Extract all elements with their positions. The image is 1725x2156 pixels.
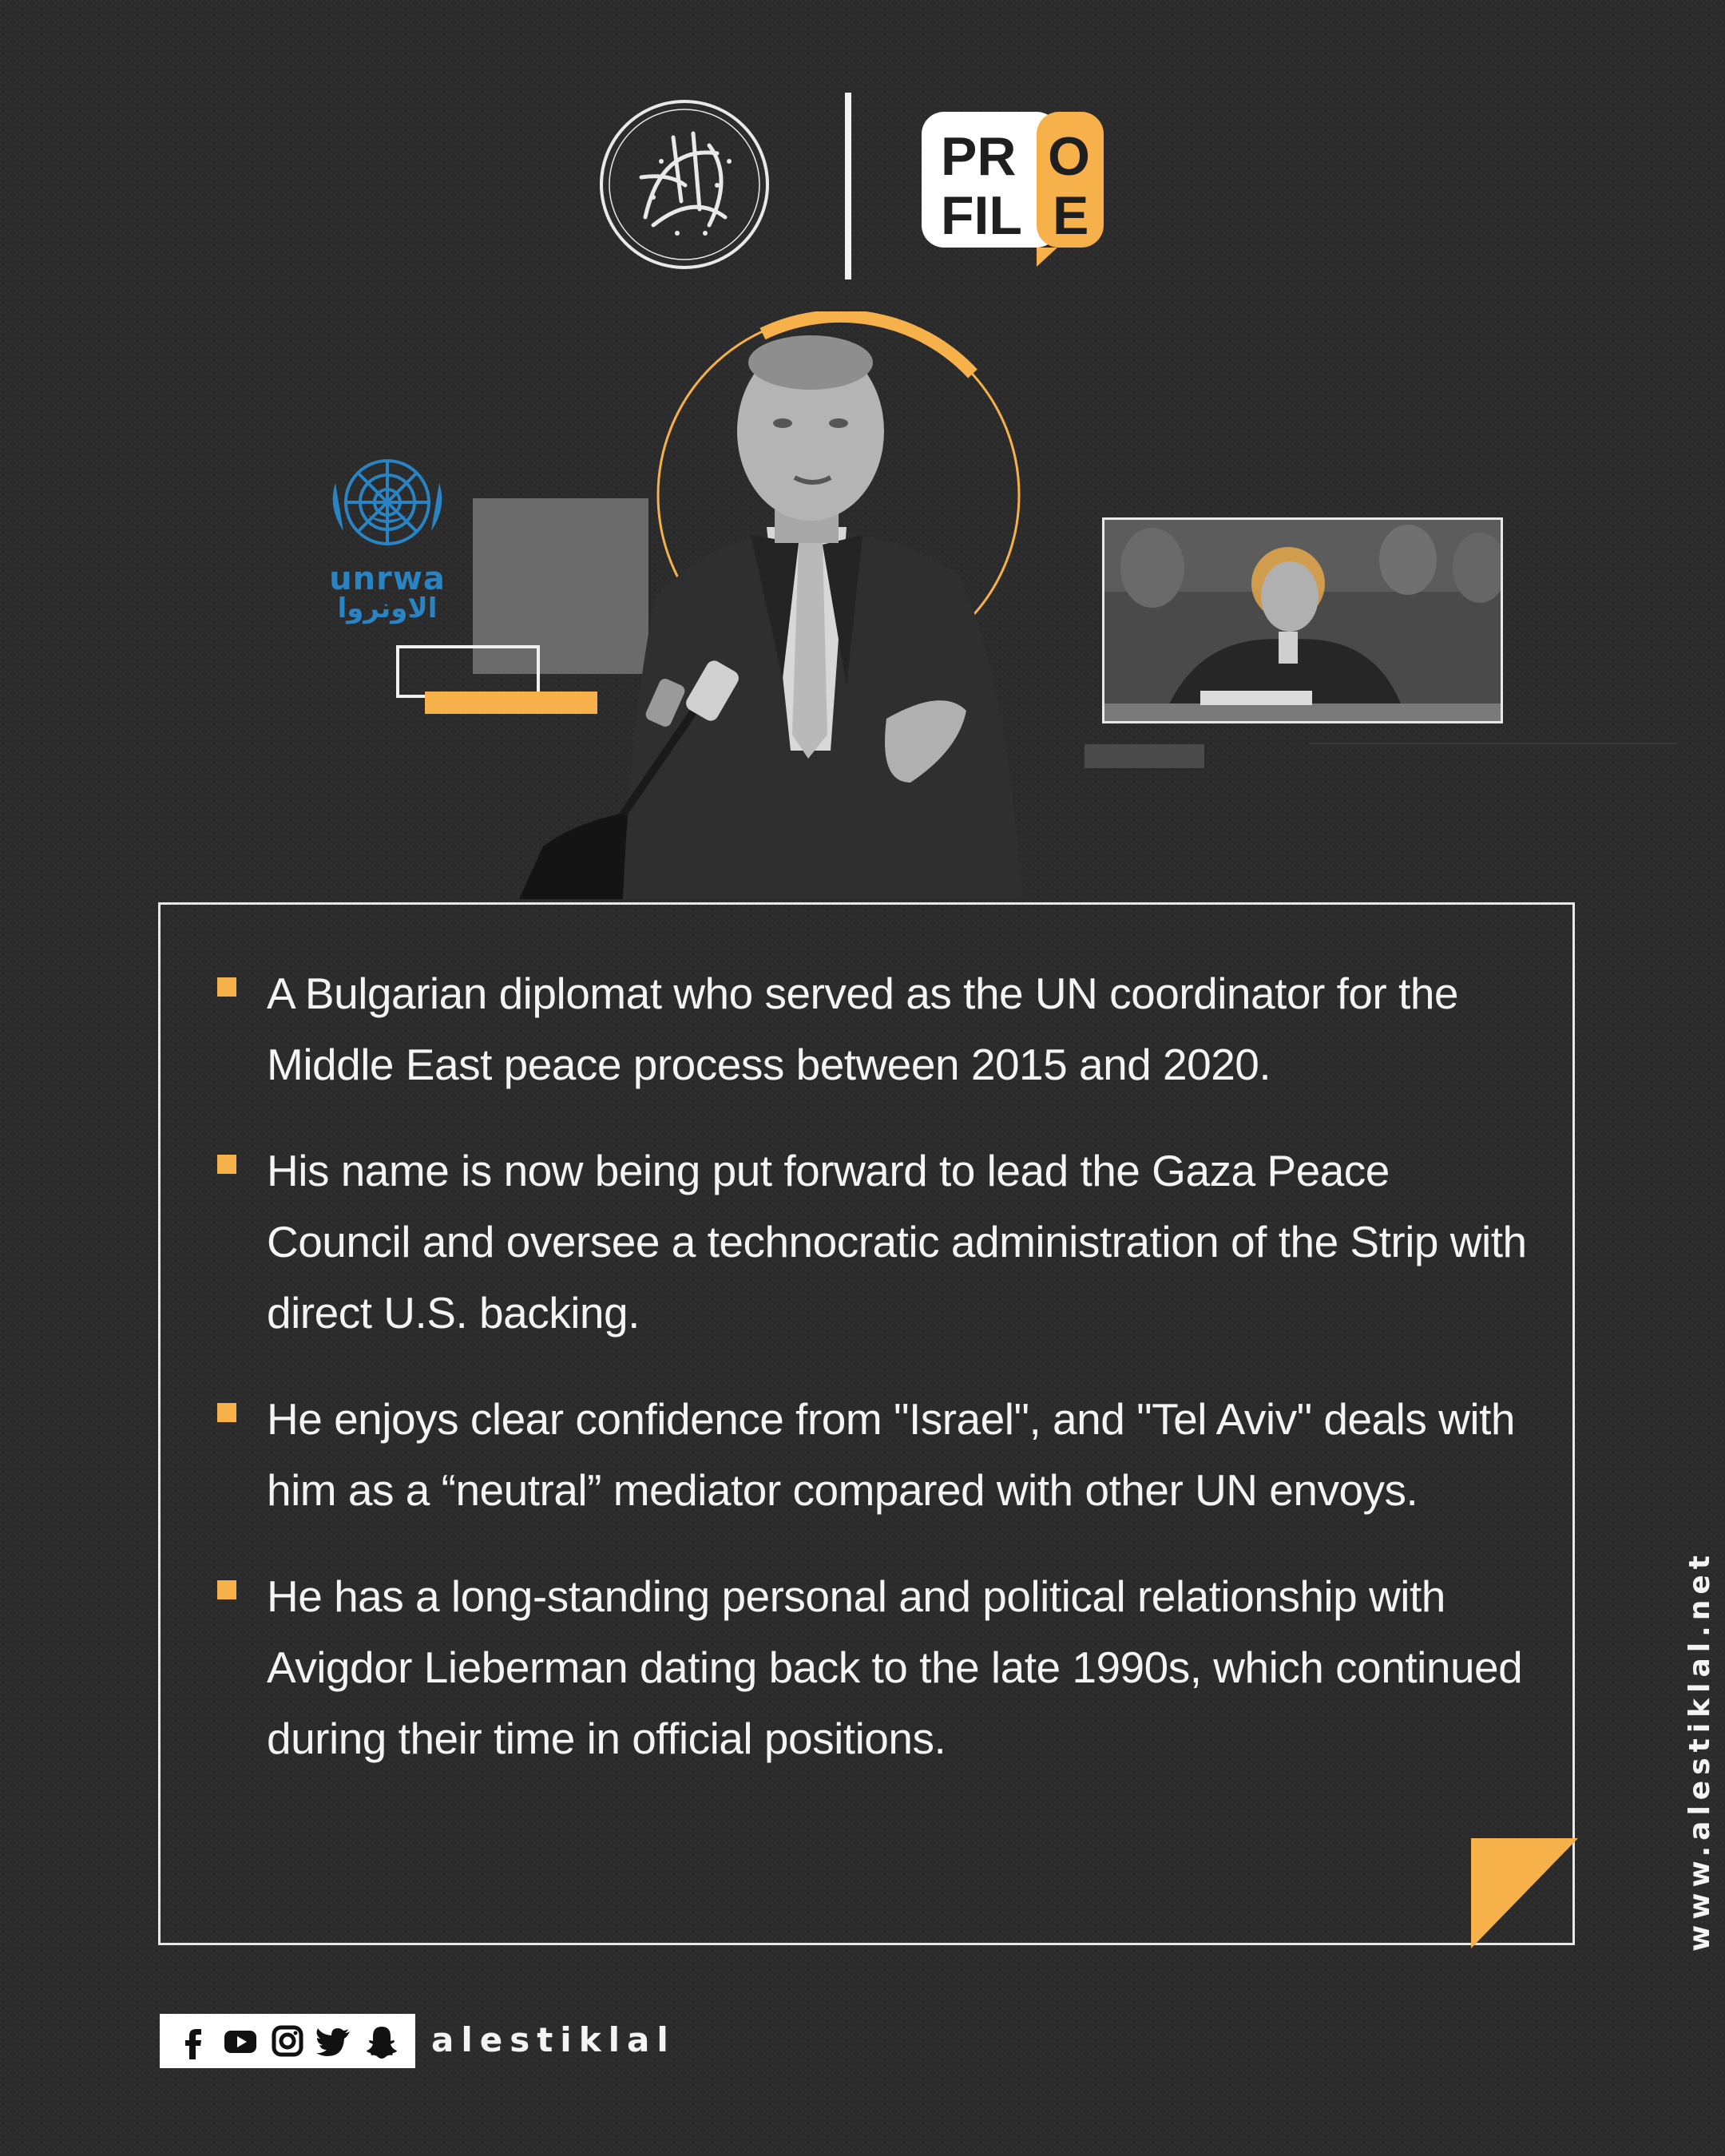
un-meeting-photo-graphic: [1104, 520, 1503, 723]
bullet-square-icon: [217, 1580, 236, 1599]
profile-text-e: E: [1053, 185, 1089, 246]
decor-grey-bar: [1085, 744, 1204, 768]
bullet-item: [216, 1135, 1541, 1349]
facebook-icon[interactable]: [175, 2023, 212, 2059]
bullet-item: [216, 1561, 1541, 1774]
bullet-square-icon: [217, 977, 236, 997]
un-meeting-photo: [1102, 517, 1503, 723]
bullet-item: [216, 1384, 1541, 1526]
unrwa-label-en: unrwa: [329, 561, 446, 597]
social-icons-bar: [160, 2014, 415, 2068]
profile-text-fil: FIL: [941, 185, 1022, 246]
youtube-icon[interactable]: [222, 2023, 259, 2059]
decor-thin-line: [1310, 743, 1677, 744]
bullet-list: [216, 958, 1541, 1809]
social-handle[interactable]: alestiklal: [431, 2020, 676, 2059]
profile-text-pr: PR: [941, 126, 1017, 187]
bullet-text: A Bulgarian diplomat who served as the UN coordinator for the Middle East peace process between 2015 and 2020.: [267, 969, 1458, 1089]
diplomat-portrait: [511, 335, 1102, 899]
bullet-square-icon: [217, 1403, 236, 1422]
bullet-text: He enjoys clear confidence from "Israel", and "Tel Aviv" deals with him as a “neutral” mediator compared with other UN envoys.: [267, 1394, 1515, 1515]
profile-logo: [917, 102, 1108, 273]
snapchat-icon[interactable]: [363, 2023, 400, 2059]
corner-fold-accent: [1469, 1837, 1578, 1948]
alestiklal-seal-logo: [597, 97, 771, 271]
header-divider: [845, 93, 851, 279]
bullet-text: He has a long-standing personal and political relationship with Avigdor Lieberman dating back to the late 1990s, which continued during their time in official positions.: [267, 1571, 1523, 1763]
instagram-icon[interactable]: [269, 2023, 306, 2059]
bullet-text: His name is now being put forward to lead the Gaza Peace Council and oversee a technocratic administration of the Strip with direct U.S. backing.: [267, 1146, 1527, 1338]
website-url[interactable]: www.alestiklal.net: [1683, 1549, 1716, 1952]
twitter-icon[interactable]: [316, 2023, 353, 2059]
profile-text-o: O: [1048, 126, 1090, 187]
bullet-item: [216, 958, 1541, 1100]
unrwa-label-ar: الاونروا: [337, 593, 438, 624]
bullet-square-icon: [217, 1155, 236, 1174]
